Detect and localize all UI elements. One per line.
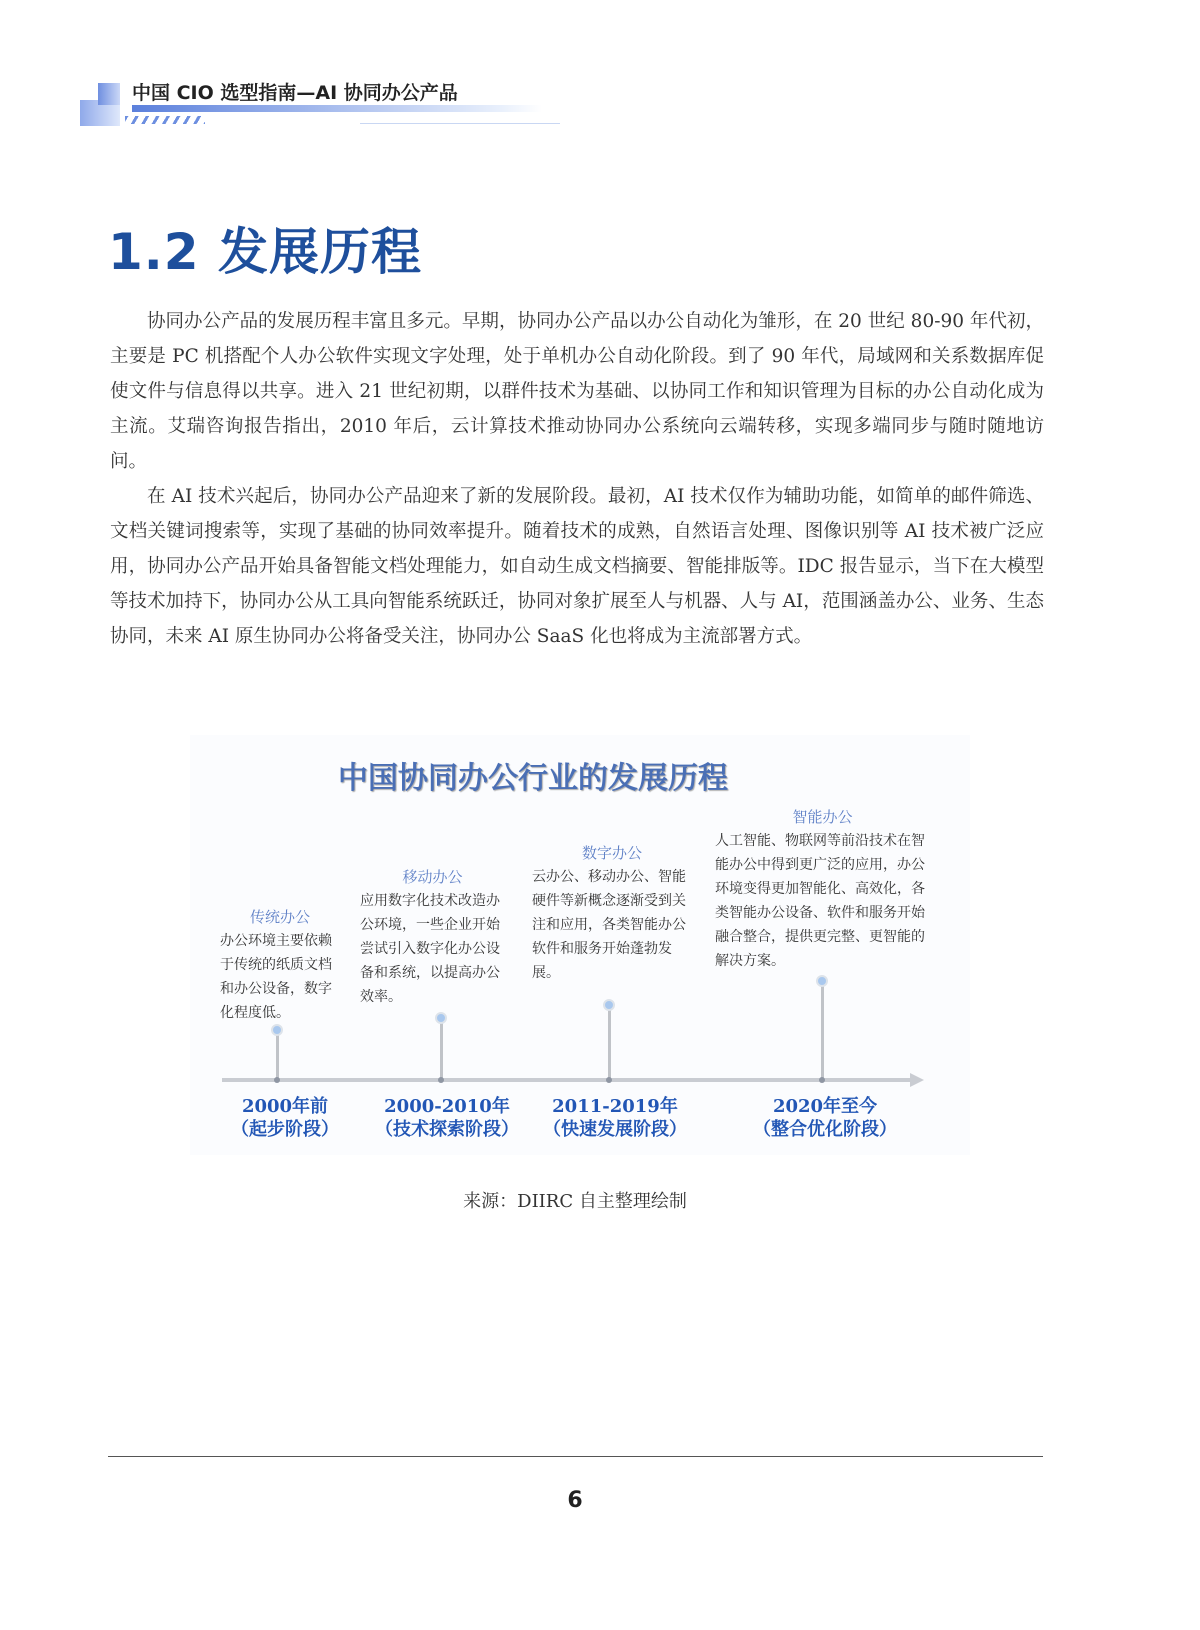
period-phase: （技术探索阶段） [375, 1119, 519, 1140]
period-phase: （起步阶段） [231, 1119, 339, 1140]
stage-desc: 人工智能、物联网等前沿技术在智能办公中得到更广泛的应用，办公环境变得更加智能化、高效化，各类智能办公设备、软件和服务开始融合整合，提供更完整、更智能的解决方案。 [715, 833, 925, 969]
period-years: 2000-2010年 [384, 1096, 510, 1117]
stem [276, 1031, 279, 1079]
marker-dot [816, 975, 828, 987]
header-stripes [125, 116, 205, 124]
stage-desc: 云办公、移动办公、智能硬件等新概念逐渐受到关注和应用，各类智能办公软件和服务开始蓬勃发展。 [532, 869, 686, 981]
marker-dot [435, 1012, 447, 1024]
timeline-axis [222, 1078, 912, 1082]
header-bar [132, 105, 542, 112]
period-years: 2000年前 [241, 1096, 329, 1117]
figure-source: 来源：DIIRC 自主整理绘制 [463, 1191, 687, 1212]
stage-4 [715, 805, 930, 973]
axis-dot [438, 1077, 444, 1083]
figure-title: 中国协同办公行业的发展历程 [338, 761, 728, 796]
stage-name: 传统办公 [249, 908, 310, 926]
stage-name: 智能办公 [792, 808, 853, 826]
axis-dot [274, 1077, 280, 1083]
stage-name: 数字办公 [581, 844, 642, 862]
stage-3 [532, 841, 692, 985]
paragraph: 在 AI 技术兴起后，协同办公产品迎来了新的发展阶段。最初，AI 技术仅作为辅助功能，如简单的邮件筛选、文档关键词搜索等，实现了基础的协同效率提升。随着技术的成熟，自然语言处理、图像识别等 AI 技术被广泛应用，协同办公产品开始具备智能文档处理能力，如自动生成文档摘要、智能排版等。IDC 报告显示，当下在大模型等技术加持下，协同办公从工具向智能系统跃迁，协同对象扩展至人与机器、人与 AI，范围涵盖办公、业务、生态协同，未来 AI 原生协同办公将备受关注，协同办公 SaaS 化也将成为主流部署方式。 [110, 486, 1044, 647]
stage-desc: 应用数字化技术改造办公环境，一些企业开始尝试引入数字化办公设备和系统，以提高办公效率。 [360, 893, 500, 1005]
period-label [362, 1095, 532, 1141]
period-label [530, 1095, 700, 1141]
header-title: 中国 CIO 选型指南—AI 协同办公产品 [132, 82, 458, 104]
marker-dot [271, 1024, 283, 1036]
timeline-figure [190, 735, 970, 1155]
stage-1 [220, 905, 340, 1025]
header-decoration [98, 83, 120, 105]
header-line [360, 123, 560, 124]
period-label [740, 1095, 910, 1141]
stem [821, 981, 824, 1079]
paragraph: 协同办公产品的发展历程丰富且多元。早期，协同办公产品以办公自动化为雏形，在 20 世纪 80-90 年代初，主要是 PC 机搭配个人办公软件实现文字处理，处于单机办公自动化阶段。到了 90 年代，局域网和关系数据库促使文件与信息得以共享。进入 21 世纪初期，以群件技术为基础、以协同工作和知识管理为目标的办公自动化成为主流。艾瑞咨询报告指出，2010 年后，云计算技术推动协同办公系统向云端转移，实现多端同步与随时随地访问。 [110, 311, 1044, 472]
axis-dot [819, 1077, 825, 1083]
stage-name: 移动办公 [402, 868, 463, 886]
period-years: 2020年至今 [772, 1096, 878, 1117]
section-title: 1.2 发展历程 [108, 223, 422, 281]
running-header [80, 78, 560, 128]
footer-rule [108, 1456, 1043, 1457]
period-years: 2011-2019年 [552, 1096, 678, 1117]
stage-desc: 办公环境主要依赖于传统的纸质文档和办公设备，数字化程度低。 [220, 933, 332, 1021]
stem [440, 1018, 443, 1079]
body-text [110, 304, 1044, 654]
stem [608, 1005, 611, 1079]
stage-2 [360, 865, 505, 1009]
axis-dot [606, 1077, 612, 1083]
period-phase: （整合优化阶段） [753, 1119, 897, 1140]
arrow-icon [910, 1073, 924, 1087]
marker-dot [603, 999, 615, 1011]
period-label [205, 1095, 365, 1141]
page-number: 6 [567, 1488, 583, 1513]
period-phase: （快速发展阶段） [543, 1119, 687, 1140]
